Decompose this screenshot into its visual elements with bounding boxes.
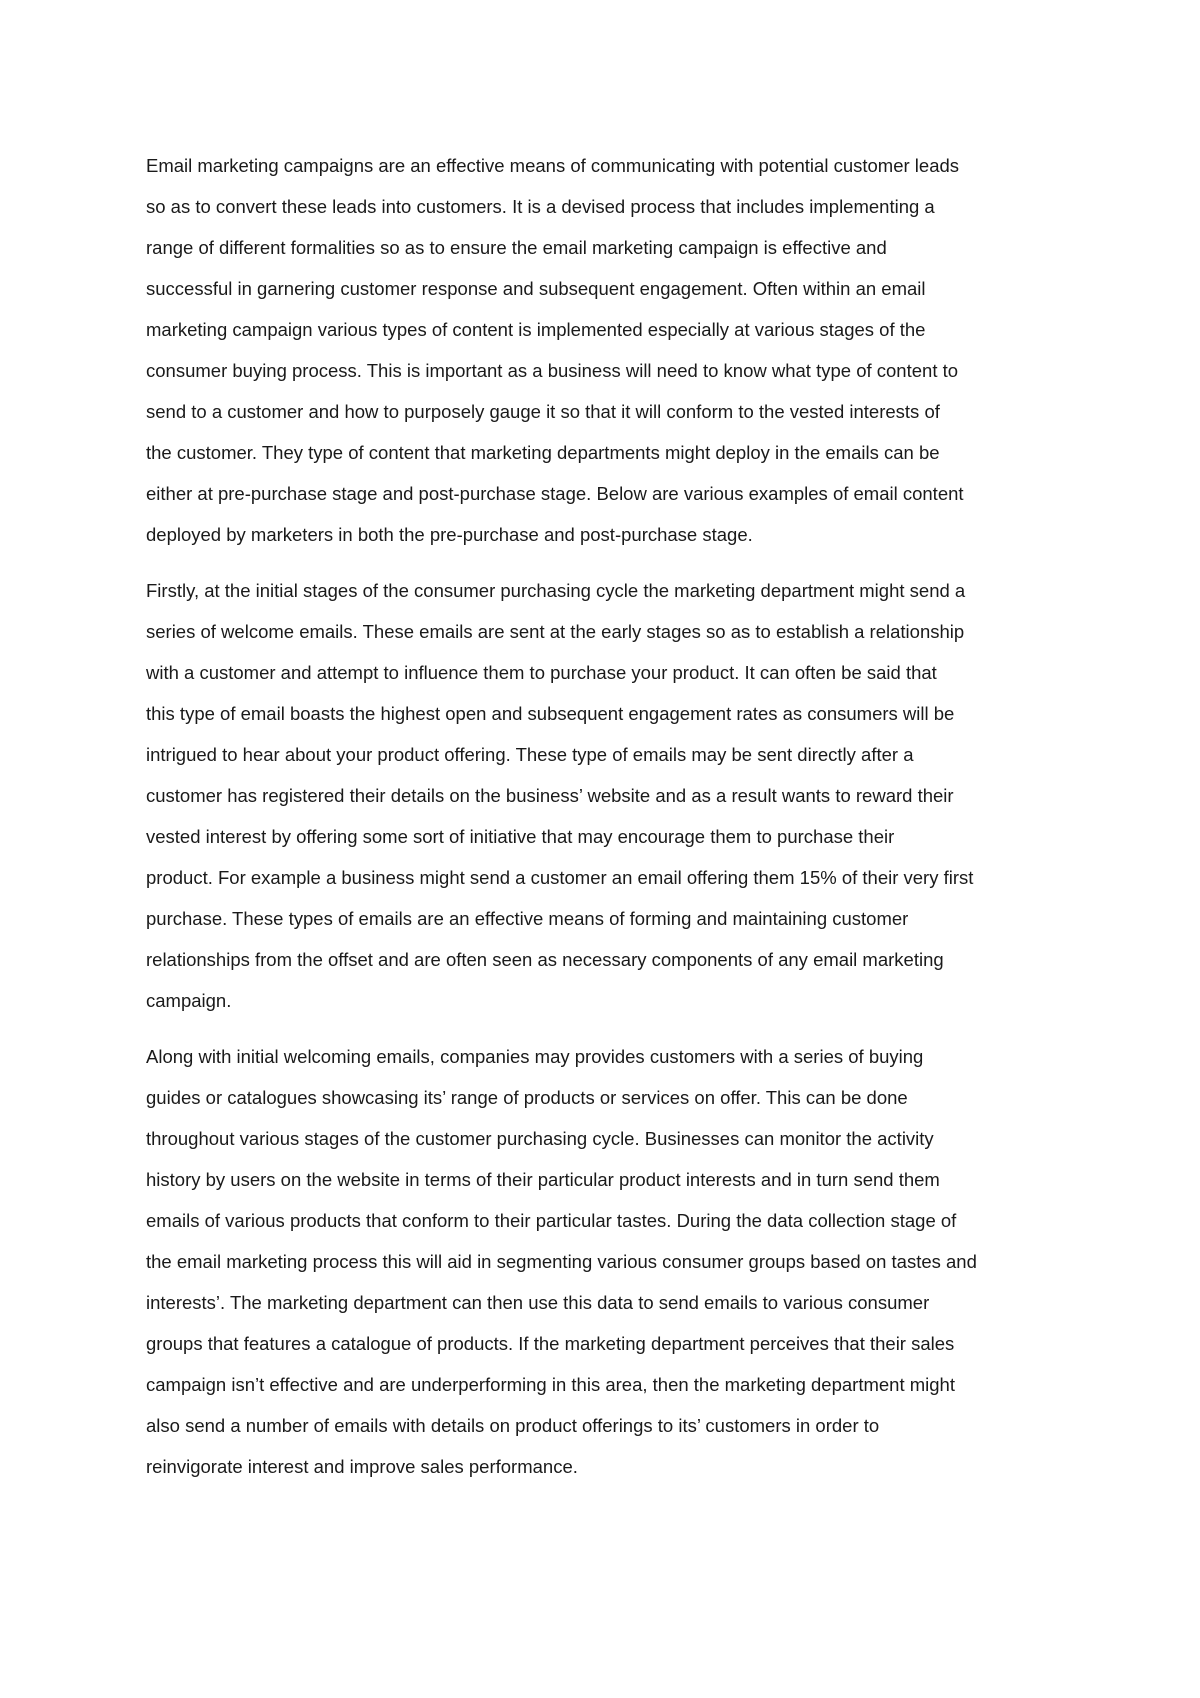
text-line: reinvigorate interest and improve sales performance.: [146, 1456, 578, 1477]
text-line: purchase. These types of emails are an effective means of forming and maintaining customer: [146, 908, 909, 929]
text-line: marketing campaign various types of content is implemented especially at various stages of the: [146, 319, 926, 340]
text-line: throughout various stages of the customer purchasing cycle. Businesses can monitor the activity: [146, 1128, 934, 1149]
paragraph-3: [146, 1036, 1066, 1487]
text-line: this type of email boasts the highest open and subsequent engagement rates as consumers will be: [146, 703, 955, 724]
text-line: with a customer and attempt to influence them to purchase your product. It can often be said that: [146, 662, 937, 683]
text-line: groups that features a catalogue of products. If the marketing department perceives that their sales: [146, 1333, 955, 1354]
text-line: consumer buying process. This is important as a business will need to know what type of content to: [146, 360, 959, 381]
text-line: either at pre-purchase stage and post-purchase stage. Below are various examples of email content: [146, 483, 964, 504]
text-line: successful in garnering customer response and subsequent engagement. Often within an email: [146, 278, 926, 299]
document-body: [146, 145, 1066, 1487]
text-line: send to a customer and how to purposely gauge it so that it will conform to the vested interests of: [146, 401, 940, 422]
text-line: range of different formalities so as to ensure the email marketing campaign is effective and: [146, 237, 887, 258]
text-line: Along with initial welcoming emails, companies may provides customers with a series of buying: [146, 1046, 924, 1067]
text-line: interests’. The marketing department can then use this data to send emails to various consumer: [146, 1292, 930, 1313]
text-line: product. For example a business might send a customer an email offering them 15% of their very first: [146, 867, 974, 888]
text-line: campaign isn’t effective and are underperforming in this area, then the marketing department might: [146, 1374, 955, 1395]
text-line: vested interest by offering some sort of initiative that may encourage them to purchase their: [146, 826, 895, 847]
text-line: deployed by marketers in both the pre-purchase and post-purchase stage.: [146, 524, 753, 545]
text-line: intrigued to hear about your product offering. These type of emails may be sent directly after a: [146, 744, 914, 765]
text-line: Firstly, at the initial stages of the consumer purchasing cycle the marketing department might send a: [146, 580, 966, 601]
text-line: so as to convert these leads into customers. It is a devised process that includes implementing a: [146, 196, 935, 217]
paragraph-2: [146, 570, 1066, 1021]
paragraph-1: [146, 145, 1066, 555]
text-line: emails of various products that conform to their particular tastes. During the data collection stage of: [146, 1210, 957, 1231]
text-line: Email marketing campaigns are an effective means of communicating with potential customer leads: [146, 155, 960, 176]
text-line: campaign.: [146, 990, 232, 1011]
text-line: the customer. They type of content that marketing departments might deploy in the emails can be: [146, 442, 940, 463]
text-line: also send a number of emails with details on product offerings to its’ customers in order to: [146, 1415, 880, 1436]
text-line: series of welcome emails. These emails are sent at the early stages so as to establish a relationship: [146, 621, 965, 642]
text-line: the email marketing process this will aid in segmenting various consumer groups based on tastes and: [146, 1251, 977, 1272]
text-line: relationships from the offset and are often seen as necessary components of any email marketing: [146, 949, 944, 970]
text-line: customer has registered their details on the business’ website and as a result wants to reward their: [146, 785, 954, 806]
text-line: history by users on the website in terms of their particular product interests and in turn send them: [146, 1169, 940, 1190]
text-line: guides or catalogues showcasing its’ range of products or services on offer. This can be done: [146, 1087, 908, 1108]
